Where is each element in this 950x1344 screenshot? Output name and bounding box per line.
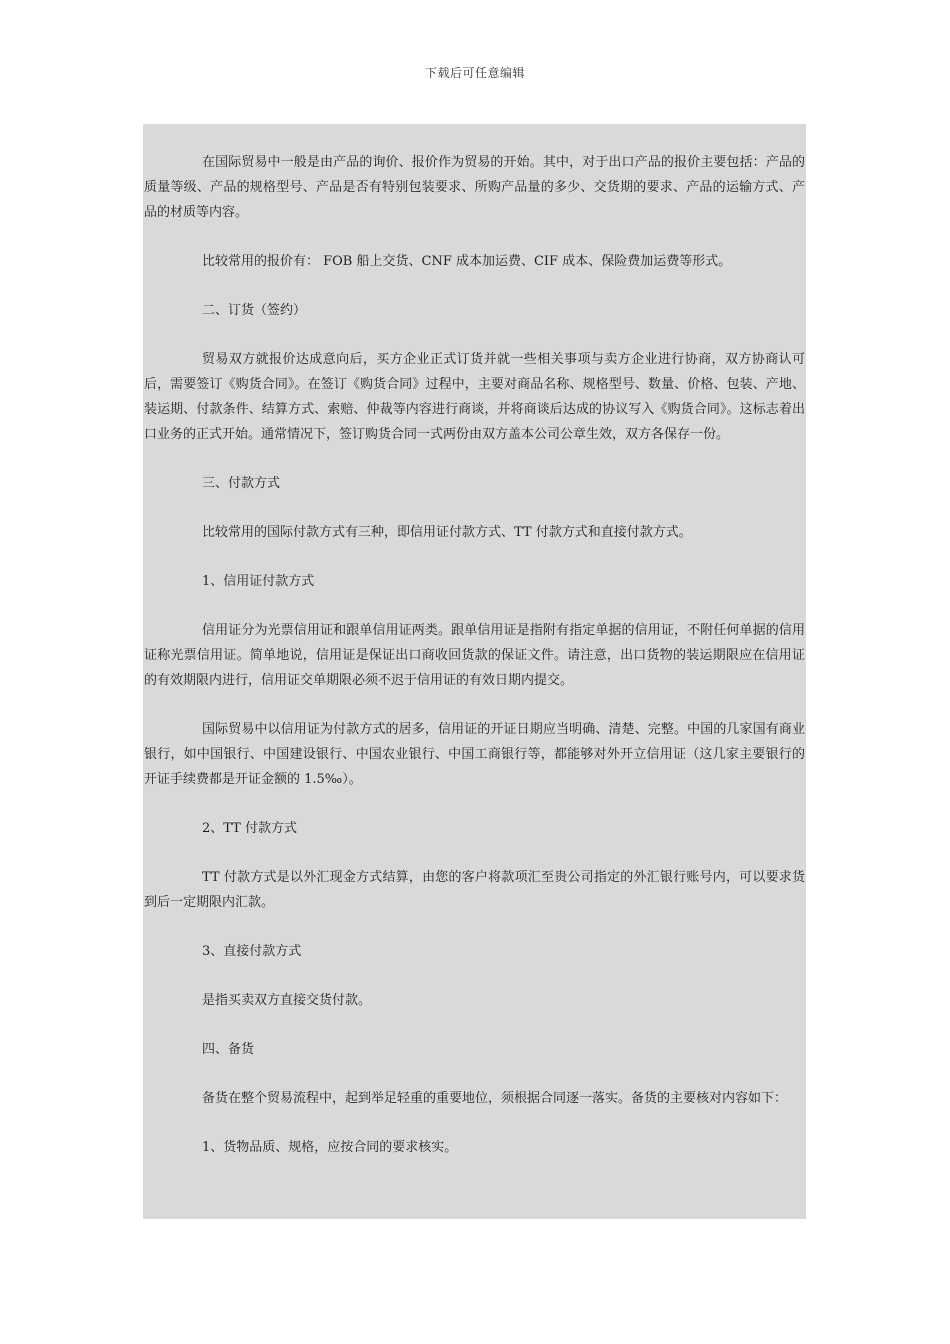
paragraph-letter-of-credit-types: 信用证分为光票信用证和跟单信用证两类。跟单信用证是指附有指定单据的信用证，不附任何单据的信用证称光票信用证。简单地说，信用证是保证出口商收回货款的保证文件。请注意，出口货物的装运期限应在信用证的有效期限内进行，信用证交单期限必须不迟于信用证的有效日期内提交。 <box>144 623 805 688</box>
section-heading-ordering: 二、订货（签约） <box>202 303 307 318</box>
paragraph-ordering: 贸易双方就报价达成意向后，买方企业正式订货并就一些相关事项与卖方企业进行协商，双方协商认可后，需要签订《购货合同》。在签订《购货合同》过程中，主要对商品名称、规格型号、数量、价格、包装、产地、装运期、付款条件、结算方式、索赔、仲裁等内容进行商谈，并将商谈后达成的协议写入《购货合同》。这标志着出口业务的正式开始。通常情况下，签订购货合同一式两份由双方盖本公司公章生效，双方各保存一份。 <box>144 352 805 442</box>
paragraph-quotation-intro: 在国际贸易中一般是由产品的询价、报价作为贸易的开始。其中，对于出口产品的报价主要包括：产品的质量等级、产品的规格型号、产品是否有特别包装要求、所购产品量的多少、交货期的要求、产品的运输方式、产品的材质等内容。 <box>144 155 805 220</box>
paragraph-direct-payment: 是指买卖双方直接交货付款。 <box>202 993 372 1008</box>
section-heading-stock-preparation: 四、备货 <box>202 1042 255 1057</box>
paragraph-letter-of-credit-banks: 国际贸易中以信用证为付款方式的居多，信用证的开证日期应当明确、清楚、完整。中国的几家国有商业银行，如中国银行、中国建设银行、中国农业银行、中国工商银行等，都能够对外开立信用证（这几家主要银行的开证手续费都是开证金额的 1.5‰）。 <box>144 722 805 787</box>
document-body <box>143 124 806 1219</box>
paragraph-tt-payment: TT 付款方式是以外汇现金方式结算，由您的客户将款项汇至贵公司指定的外汇银行账号内，可以要求货到后一定期限内汇款。 <box>144 870 805 910</box>
paragraph-payment-methods: 比较常用的国际付款方式有三种，即信用证付款方式、TT 付款方式和直接付款方式。 <box>202 525 692 540</box>
subheading-direct-payment: 3、直接付款方式 <box>202 944 302 959</box>
paragraph-stock-preparation: 备货在整个贸易流程中，起到举足轻重的重要地位，须根据合同逐一落实。备货的主要核对内容如下： <box>202 1091 788 1106</box>
section-heading-payment: 三、付款方式 <box>202 476 281 491</box>
subheading-tt-payment: 2、TT 付款方式 <box>202 821 297 836</box>
subheading-letter-of-credit: 1、信用证付款方式 <box>202 574 315 589</box>
page-header: 下载后可任意编辑 <box>424 66 525 80</box>
paragraph-common-quotations: 比较常用的报价有： FOB 船上交货、CNF 成本加运费、CIF 成本、保险费加运费等形式。 <box>202 254 732 269</box>
list-item-quality-spec: 1、货物品质、规格，应按合同的要求核实。 <box>202 1140 458 1155</box>
